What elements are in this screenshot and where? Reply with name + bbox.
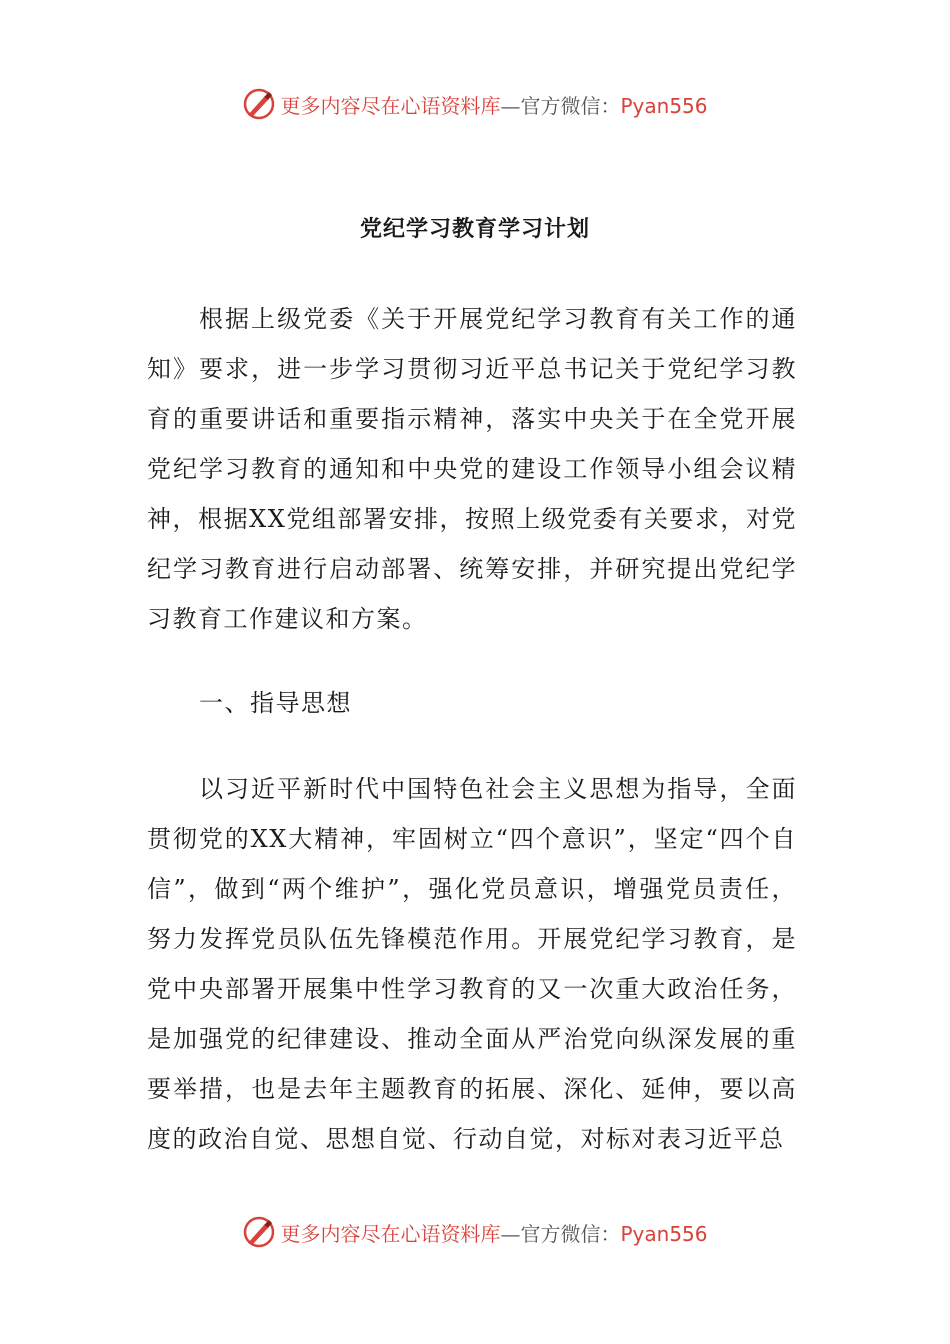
- page-title: 党纪学习教育学习计划: [359, 216, 590, 242]
- watermark-text: [280, 1218, 707, 1247]
- watermark-main: 更多内容尽在心语资料库: [280, 93, 501, 118]
- section-heading-guiding-ideology: 一、指导思想: [199, 689, 352, 717]
- watermark-official: —官方微信：: [500, 93, 621, 118]
- footer-watermark: [0, 1212, 950, 1252]
- paragraph-guiding-ideology: 以习近平新时代中国特色社会主义思想为指导，全面贯彻党的XX大精神，牢固树立“四个意识”，坚定“四个自信”，做到“两个维护”，强化党员意识，增强党员责任，努力发挥党员队伍先锋模范作用。开展党纪学习教育，是党中央部署开展集中性学习教育的又一次重大政治任务，是加强党的纪律建设、推动全面从严治党向纵深发展的重要举措，也是去年主题教育的拓展、深化、延伸，要以高度的政治自觉、思想自觉、行动自觉，对标对表习近平总: [147, 775, 797, 1153]
- header-watermark: [0, 84, 950, 124]
- pen-circle-logo-icon: [242, 1215, 276, 1249]
- pen-circle-logo-icon: [242, 87, 276, 121]
- watermark-text: [280, 90, 707, 119]
- watermark-wechat-id: Pyan556: [620, 93, 708, 118]
- watermark-official: —官方微信：: [500, 1221, 621, 1246]
- watermark-main: 更多内容尽在心语资料库: [280, 1221, 501, 1246]
- paragraph-intro: 根据上级党委《关于开展党纪学习教育有关工作的通知》要求，进一步学习贯彻习近平总书记关于党纪学习教育的重要讲话和重要指示精神，落实中央关于在全党开展党纪学习教育的通知和中央党的建设工作领导小组会议精神，根据XX党组部署安排，按照上级党委有关要求，对党纪学习教育进行启动部署、统筹安排，并研究提出党纪学习教育工作建议和方案。: [147, 305, 797, 633]
- watermark-wechat-id: Pyan556: [620, 1221, 708, 1246]
